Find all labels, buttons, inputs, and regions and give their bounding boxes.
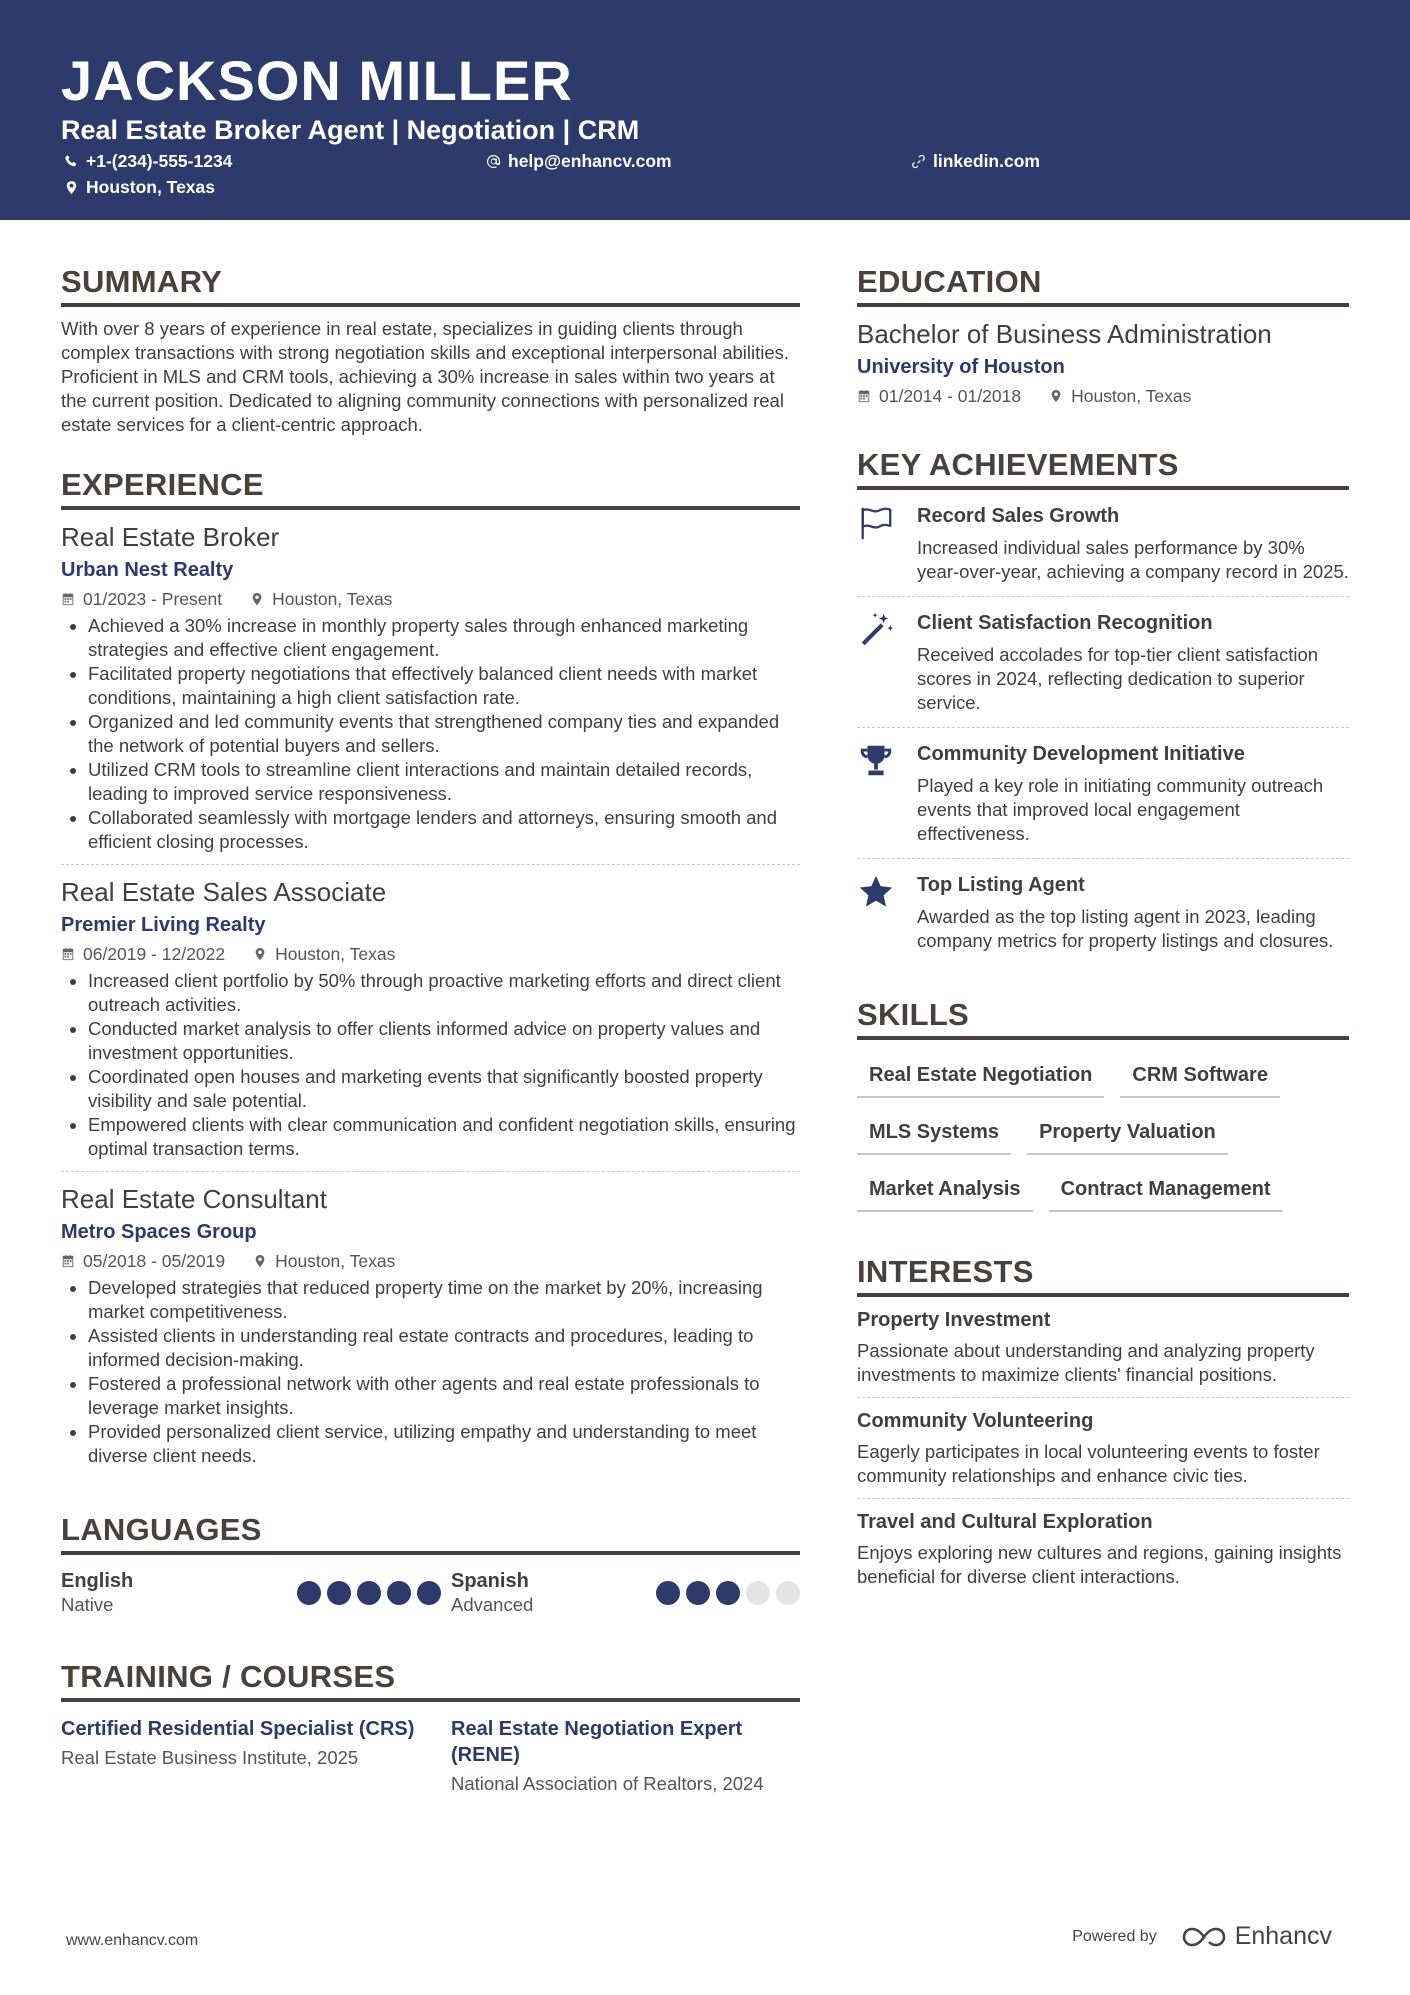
footer-website[interactable]: www.enhancv.com bbox=[66, 1932, 199, 1949]
infinity-logo-icon bbox=[1181, 1925, 1227, 1949]
rating-dot-empty bbox=[776, 1581, 800, 1605]
languages-heading: LANGUAGES bbox=[61, 1510, 800, 1555]
location-pin-icon bbox=[1049, 389, 1063, 403]
education-location: Houston, Texas bbox=[1071, 386, 1192, 406]
company-name: Premier Living Realty bbox=[61, 914, 266, 936]
interest-title: Travel and Cultural Exploration bbox=[857, 1511, 1153, 1533]
location-pin-icon bbox=[253, 947, 267, 961]
course-item bbox=[451, 1716, 800, 1796]
rating-dot-filled bbox=[656, 1581, 680, 1605]
brand-name: Enhancv bbox=[1234, 1922, 1332, 1950]
achievement-desc: Played a key role in initiating community outreach events that improved local engagement effectiveness. bbox=[917, 775, 1324, 844]
education-dates: 01/2014 - 01/2018 bbox=[879, 386, 1022, 406]
enhancv-logo[interactable] bbox=[1181, 1922, 1332, 1951]
bullet-item: Increased client portfolio by 50% through proactive marketing efforts and direct client outreach activities. bbox=[61, 969, 800, 1017]
education-heading: EDUCATION bbox=[857, 262, 1349, 307]
language-item bbox=[451, 1569, 800, 1617]
bullet-item: Fostered a professional network with other agents and real estate professionals to leverage market insights. bbox=[61, 1372, 800, 1420]
interests-heading: INTERESTS bbox=[857, 1252, 1349, 1297]
calendar-icon bbox=[61, 592, 75, 606]
calendar-icon bbox=[61, 947, 75, 961]
skill-tag: Contract Management bbox=[1049, 1170, 1283, 1212]
job-title: Real Estate Consultant bbox=[61, 1184, 327, 1214]
email-contact bbox=[486, 149, 672, 173]
rating-dot-filled bbox=[686, 1581, 710, 1605]
skills-heading: SKILLS bbox=[857, 995, 1349, 1040]
candidate-name: JACKSON MILLER bbox=[61, 49, 573, 112]
course-item bbox=[61, 1716, 451, 1796]
language-level: Advanced bbox=[451, 1594, 534, 1615]
achievement-desc: Received accolades for top-tier client satisfaction scores in 2024, reflecting dedication to superior service. bbox=[917, 644, 1319, 713]
interest-item bbox=[857, 1297, 1349, 1397]
job-dates: 05/2018 - 05/2019 bbox=[83, 1251, 226, 1271]
skill-tag: Real Estate Negotiation bbox=[857, 1056, 1104, 1098]
course-title: Certified Residential Specialist (CRS) bbox=[61, 1718, 415, 1740]
job-bullets bbox=[61, 1276, 800, 1468]
job-dates: 06/2019 - 12/2022 bbox=[83, 944, 226, 964]
job-meta bbox=[61, 941, 800, 967]
location-pin-icon bbox=[64, 180, 79, 195]
achievement-title: Record Sales Growth bbox=[917, 505, 1120, 527]
achievement-title: Community Development Initiative bbox=[917, 743, 1245, 765]
language-item bbox=[61, 1569, 451, 1617]
achievement-desc: Awarded as the top listing agent in 2023, leading company metrics for property listings and closures. bbox=[917, 906, 1334, 951]
location-contact bbox=[64, 175, 215, 199]
resume-header bbox=[0, 0, 1410, 220]
education-section bbox=[857, 262, 1349, 409]
degree-title: Bachelor of Business Administration bbox=[857, 319, 1272, 349]
bullet-item: Achieved a 30% increase in monthly property sales through enhanced marketing strategies and effective client engagement. bbox=[61, 614, 800, 662]
calendar-icon bbox=[857, 389, 871, 403]
job-bullets bbox=[61, 614, 800, 854]
skill-tag: Property Valuation bbox=[1027, 1113, 1228, 1155]
rating-dot-empty bbox=[746, 1581, 770, 1605]
flag-icon bbox=[857, 504, 895, 542]
phone-contact bbox=[64, 149, 232, 173]
rating-dot-filled bbox=[327, 1581, 351, 1605]
bullet-item: Empowered clients with clear communication and confident negotiation skills, ensuring optimal transaction terms. bbox=[61, 1113, 800, 1161]
email-address[interactable]: help@enhancv.com bbox=[508, 151, 672, 171]
course-org: Real Estate Business Institute, 2025 bbox=[61, 1747, 359, 1768]
interest-desc: Eagerly participates in local volunteering events to foster community relationships and enhance civic ties. bbox=[857, 1441, 1320, 1486]
company-name: Metro Spaces Group bbox=[61, 1221, 257, 1243]
interest-desc: Enjoys exploring new cultures and regions, gaining insights beneficial for diverse client interactions. bbox=[857, 1542, 1342, 1587]
rating-dot-filled bbox=[357, 1581, 381, 1605]
language-name: Spanish bbox=[451, 1570, 529, 1592]
phone-number: +1-(234)-555-1234 bbox=[86, 151, 233, 171]
bullet-item: Conducted market analysis to offer clients informed advice on property values and investment opportunities. bbox=[61, 1017, 800, 1065]
achievements-heading: KEY ACHIEVEMENTS bbox=[857, 445, 1349, 490]
achievement-item bbox=[857, 596, 1349, 727]
skill-tag: CRM Software bbox=[1120, 1056, 1280, 1098]
bullet-item: Provided personalized client service, utilizing empathy and understanding to meet diverse client needs. bbox=[61, 1420, 800, 1468]
calendar-icon bbox=[61, 1254, 75, 1268]
bullet-item: Developed strategies that reduced property time on the market by 20%, increasing market competitiveness. bbox=[61, 1276, 800, 1324]
language-name: English bbox=[61, 1570, 134, 1592]
job-dates: 01/2023 - Present bbox=[83, 589, 223, 609]
interest-desc: Passionate about understanding and analyzing property investments to maximize clients' financial positions. bbox=[857, 1340, 1315, 1385]
linkedin-link[interactable]: linkedin.com bbox=[933, 151, 1040, 171]
job-location: Houston, Texas bbox=[272, 589, 393, 609]
candidate-title: Real Estate Broker Agent | Negotiation | CRM bbox=[61, 115, 640, 145]
achievement-item bbox=[857, 858, 1349, 965]
skill-tag: MLS Systems bbox=[857, 1113, 1011, 1155]
job-location: Houston, Texas bbox=[275, 1251, 396, 1271]
trophy-icon bbox=[857, 742, 895, 780]
job-entry bbox=[61, 864, 800, 1171]
magic-wand-icon bbox=[857, 611, 895, 649]
job-title: Real Estate Broker bbox=[61, 522, 280, 552]
bullet-item: Coordinated open houses and marketing events that significantly boosted property visibility and sale potential. bbox=[61, 1065, 800, 1113]
achievement-item bbox=[857, 727, 1349, 858]
job-entry bbox=[61, 1171, 800, 1478]
course-org: National Association of Realtors, 2024 bbox=[451, 1773, 764, 1794]
training-heading: TRAINING / COURSES bbox=[61, 1657, 800, 1702]
interest-item bbox=[857, 1397, 1349, 1498]
languages-section bbox=[61, 1510, 800, 1617]
at-icon bbox=[486, 154, 501, 169]
location-text: Houston, Texas bbox=[86, 177, 216, 197]
interest-title: Community Volunteering bbox=[857, 1410, 1094, 1432]
bullet-item: Assisted clients in understanding real estate contracts and procedures, leading to informed decision-making. bbox=[61, 1324, 800, 1372]
rating-dot-filled bbox=[297, 1581, 321, 1605]
rating-dot-filled bbox=[716, 1581, 740, 1605]
achievement-title: Client Satisfaction Recognition bbox=[917, 612, 1213, 634]
job-location: Houston, Texas bbox=[275, 944, 396, 964]
achievements-section bbox=[857, 445, 1349, 965]
location-pin-icon bbox=[250, 592, 264, 606]
job-title: Real Estate Sales Associate bbox=[61, 877, 387, 907]
link-icon bbox=[911, 154, 926, 169]
powered-by-label: Powered by bbox=[1072, 1927, 1157, 1945]
location-pin-icon bbox=[253, 1254, 267, 1268]
experience-heading: EXPERIENCE bbox=[61, 465, 800, 510]
bullet-item: Utilized CRM tools to streamline client interactions and maintain detailed records, leading to improved service responsiveness. bbox=[61, 758, 800, 806]
linkedin-contact bbox=[911, 149, 1040, 173]
footer-branding bbox=[1072, 1922, 1332, 1951]
company-name: Urban Nest Realty bbox=[61, 559, 234, 581]
rating-dot-filled bbox=[417, 1581, 441, 1605]
summary-section bbox=[61, 262, 800, 437]
bullet-item: Collaborated seamlessly with mortgage lenders and attorneys, ensuring smooth and efficient closing processes. bbox=[61, 806, 800, 854]
right-column bbox=[857, 262, 1349, 1627]
bullet-item: Organized and led community events that strengthened company ties and expanded the network of potential buyers and sellers. bbox=[61, 710, 800, 758]
achievement-item bbox=[857, 490, 1349, 596]
skills-section bbox=[857, 995, 1349, 1212]
interest-title: Property Investment bbox=[857, 1309, 1051, 1331]
star-icon bbox=[857, 873, 895, 911]
summary-heading: SUMMARY bbox=[61, 262, 800, 307]
job-meta bbox=[61, 1248, 800, 1274]
bullet-item: Facilitated property negotiations that effectively balanced client needs with market conditions, maintaining a high client satisfaction rate. bbox=[61, 662, 800, 710]
job-meta bbox=[61, 586, 800, 612]
education-meta bbox=[857, 383, 1349, 409]
phone-icon bbox=[64, 154, 79, 169]
skill-tag: Market Analysis bbox=[857, 1170, 1033, 1212]
language-level: Native bbox=[61, 1594, 114, 1615]
job-bullets bbox=[61, 969, 800, 1161]
experience-section bbox=[61, 465, 800, 1478]
interests-section bbox=[857, 1252, 1349, 1599]
language-rating bbox=[656, 1581, 800, 1617]
interest-item bbox=[857, 1498, 1349, 1599]
achievement-desc: Increased individual sales performance by 30% year-over-year, achieving a company record in 2025. bbox=[917, 537, 1349, 582]
rating-dot-filled bbox=[387, 1581, 411, 1605]
summary-text: With over 8 years of experience in real estate, specializes in guiding clients through complex transactions with strong negotiation skills and exceptional interpersonal abilities. Proficient in MLS and CRM tools, achieving a 30% increase in sales within two years at the current position. Dedicated to aligning community connections with personalized real estate services for a client-centric approach. bbox=[61, 318, 790, 435]
job-entry bbox=[61, 510, 800, 864]
achievement-title: Top Listing Agent bbox=[917, 874, 1085, 896]
course-title: Real Estate Negotiation Expert (RENE) bbox=[451, 1718, 743, 1766]
language-rating bbox=[297, 1581, 441, 1617]
training-section bbox=[61, 1657, 800, 1796]
school-name: University of Houston bbox=[857, 356, 1065, 378]
left-column bbox=[61, 262, 800, 1824]
